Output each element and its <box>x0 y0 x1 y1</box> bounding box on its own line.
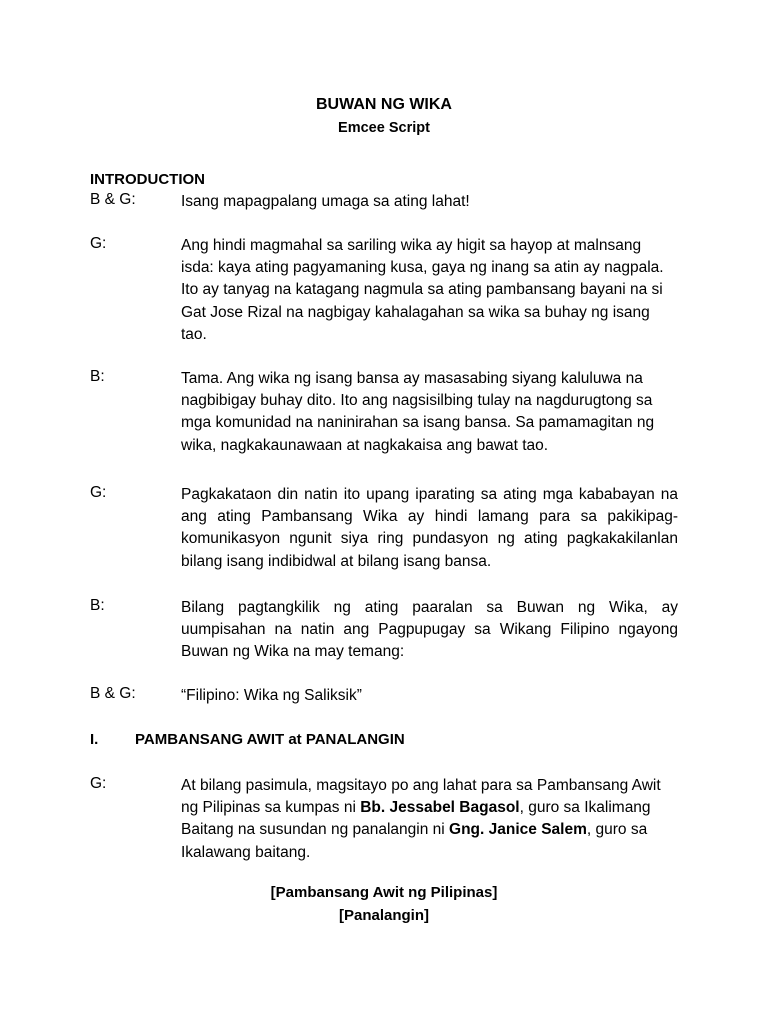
line-text-part: , guro sa Ikalawang baitang. <box>181 821 648 861</box>
document-title: BUWAN NG WIKA <box>316 96 452 113</box>
bold-name: Gng. Janice Salem <box>449 821 587 839</box>
document-subtitle: Emcee Script <box>338 120 430 136</box>
speaker-label: B: <box>90 368 105 385</box>
line-text <box>181 775 678 864</box>
script-line <box>90 484 678 573</box>
speaker-label: B & G: <box>90 191 136 208</box>
stage-direction: [Pambansang Awit ng Pilipinas] <box>270 884 498 901</box>
intro-heading: INTRODUCTION <box>90 171 205 188</box>
script-line <box>90 368 678 457</box>
speaker-label: G: <box>90 775 107 792</box>
line-text: “Filipino: Wika ng Saliksik” <box>181 687 362 704</box>
speaker-label: G: <box>90 484 107 501</box>
line-text: Bilang pagtangkilik ng ating paaralan sa Buwan ng Wika, ay uumpisahan na natin ang Pagpupugay sa Wikang Filipino ngayong Buwan ng Wika na may temang: <box>181 599 678 661</box>
line-text: Isang mapagpalang umaga sa ating lahat! <box>181 193 470 210</box>
script-line <box>90 235 678 346</box>
speaker-label: B: <box>90 597 105 614</box>
bold-name: Bb. Jessabel Bagasol <box>360 799 520 817</box>
script-line <box>90 775 678 864</box>
script-line <box>90 685 678 707</box>
line-text: Ang hindi magmahal sa sariling wika ay higit sa hayop at malnsang isda: kaya ating pagyamaning kusa, gaya ng inang sa atin ay nagpala. Ito ay tanyag na katagang nagmula sa ating pambansang bayani na si Gat Jose Rizal na nagbigay kahalagahan sa wika sa buhay ng isang tao. <box>181 237 664 343</box>
line-text: Tama. Ang wika ng isang bansa ay masasabing siyang kaluluwa na nagbibigay buhay dito. Ito ang nagsisilbing tulay na nagdurugtong sa mga komunidad na naninirahan sa isang bansa. Sa pamamagitan ng wika, nagkakaunawaan at nagkakaisa ang bawat tao. <box>181 370 655 454</box>
line-text-part: , guro sa Ikalimang Baitang na susundan ng panalangin ni <box>181 799 651 839</box>
stage-direction: [Panalangin] <box>338 907 429 924</box>
line-text-part: At bilang pasimula, magsitayo po ang lahat para sa Pambansang Awit ng Pilipinas sa kumpas ni <box>181 777 661 817</box>
speaker-label: G: <box>90 235 107 252</box>
section-title: PAMBANSANG AWIT at PANALANGIN <box>135 731 405 748</box>
line-text: Pagkakataon din natin ito upang iparating sa ating mga kababayan na ang ating Pambansang Wika ay hindi lamang para sa pakikipag-komunikasyon ngunit siya ring pundasyon ng ating pagkakakilanlan bilang isang indibidwal at bilang isang bansa. <box>181 486 678 570</box>
section-number: I. <box>90 731 99 748</box>
speaker-label: B & G: <box>90 685 136 702</box>
script-line <box>90 597 678 664</box>
script-line <box>90 191 678 213</box>
